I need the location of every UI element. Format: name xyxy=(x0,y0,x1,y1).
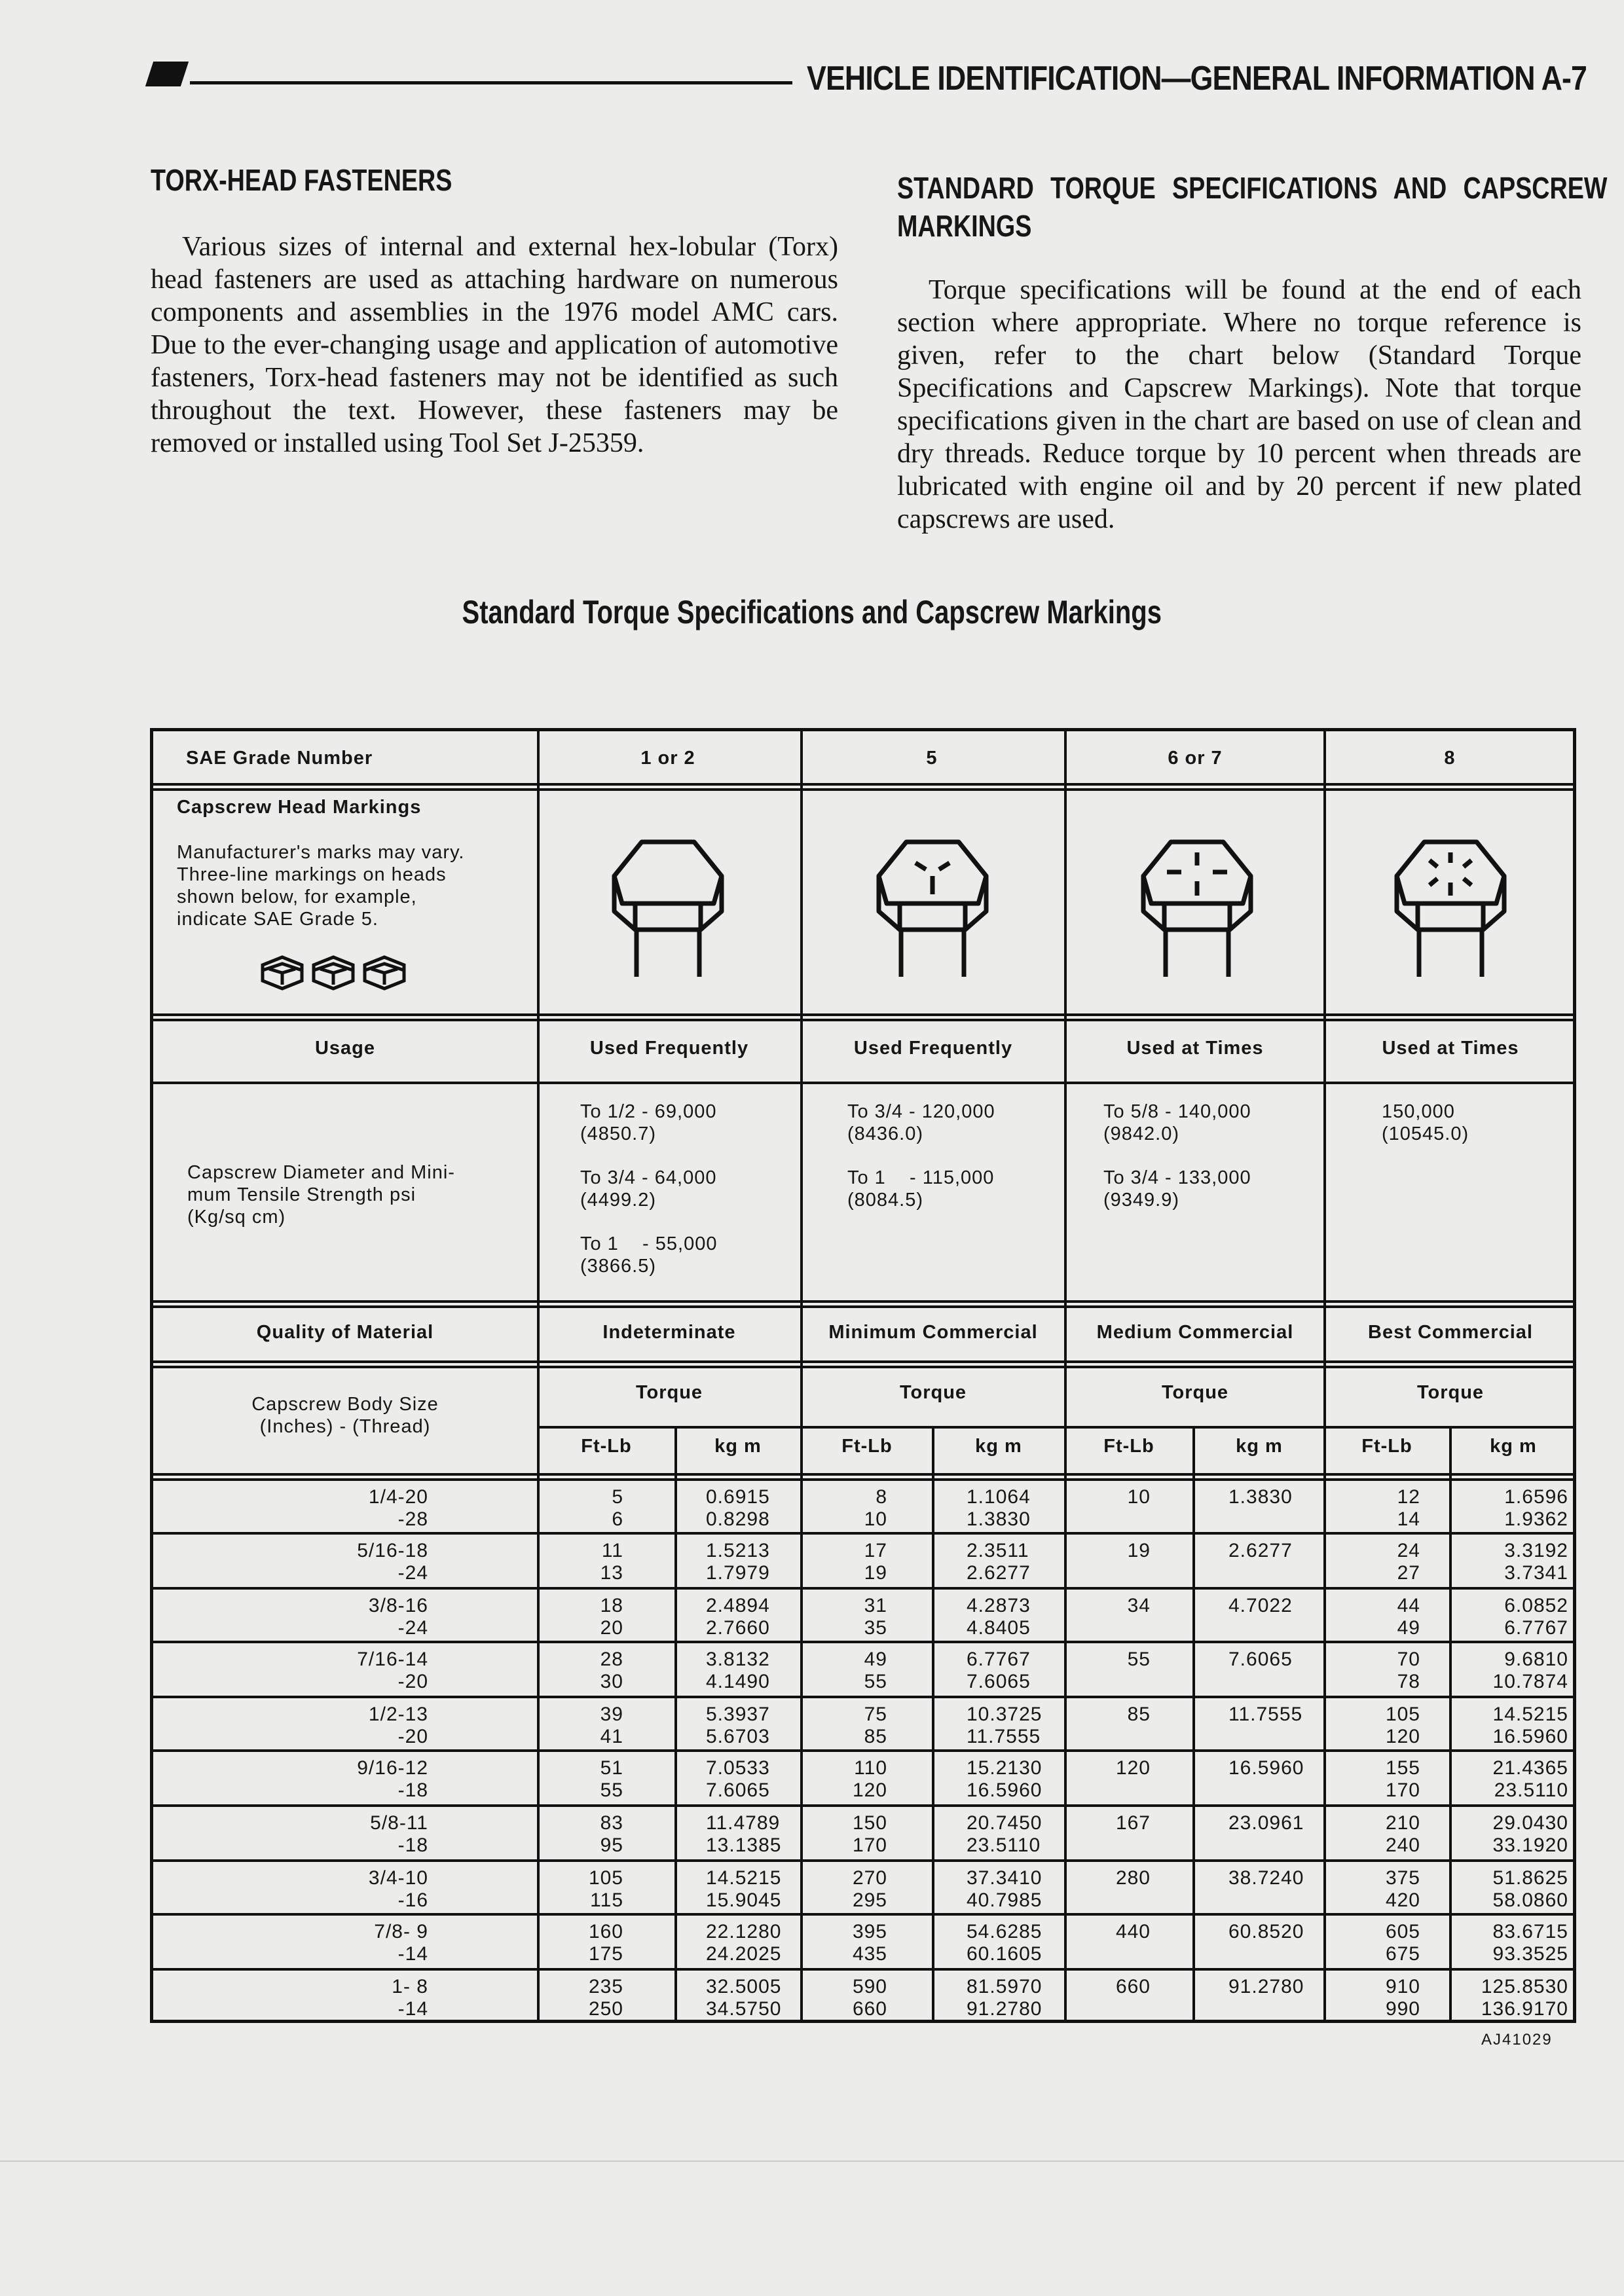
grade-8: 8 xyxy=(1444,748,1456,769)
g5-kgm: 7.6065 xyxy=(967,1671,1031,1692)
g1-ftlb: 39 xyxy=(600,1704,623,1725)
row-size: 1/2-13 xyxy=(368,1704,428,1725)
grid-hline xyxy=(150,1968,1576,1971)
grid-hline xyxy=(150,1478,1576,1481)
grid-hline xyxy=(150,1913,1576,1916)
usage-grade-1: Used Frequently xyxy=(589,1038,749,1059)
tensile-g8-a: 150,000 xyxy=(1382,1101,1455,1122)
g5-ftlb: 35 xyxy=(864,1617,887,1639)
g1-kgm: 13.1385 xyxy=(706,1834,782,1856)
g5-kgm: 2.3511 xyxy=(967,1540,1029,1561)
g6-ftlb: 167 xyxy=(1115,1812,1151,1834)
tensile-g6-b: To 3/4 - 133,000 xyxy=(1103,1167,1251,1188)
markings-note-3: shown below, for example, xyxy=(177,886,417,907)
quality-label: Quality of Material xyxy=(256,1322,434,1343)
g5-kgm: 15.2130 xyxy=(967,1757,1043,1779)
g5-ftlb: 31 xyxy=(864,1595,887,1616)
g1-kgm: 1.5213 xyxy=(706,1540,770,1561)
g8-ftlb: 14 xyxy=(1397,1508,1420,1530)
manual-logo-mark xyxy=(145,62,189,86)
g6-kgm: 1.3830 xyxy=(1228,1486,1293,1508)
tensile-g5-a-kg: (8436.0) xyxy=(847,1123,924,1144)
g1-ftlb: 55 xyxy=(600,1779,623,1801)
tensile-g5-b: To 1 - 115,000 xyxy=(847,1167,995,1188)
g8-ftlb: 910 xyxy=(1385,1976,1420,1997)
row-size: 3/4-10 xyxy=(368,1867,428,1889)
g6-ftlb: 10 xyxy=(1127,1486,1151,1508)
grade-8-head-icon xyxy=(1392,838,1509,982)
g6-ftlb: 19 xyxy=(1127,1540,1151,1561)
row-size: 7/16-14 xyxy=(357,1649,428,1670)
mini-head-icon-3 xyxy=(365,957,404,989)
g5-kgm: 1.3830 xyxy=(967,1508,1031,1530)
tensile-g1-c: To 1 - 55,000 xyxy=(580,1233,718,1254)
g1-kgm: 2.7660 xyxy=(706,1617,770,1639)
torque-label-g8: Torque xyxy=(1416,1382,1485,1403)
g5-ftlb: 660 xyxy=(852,1998,887,2020)
g8-kgm: 9.6810 xyxy=(1504,1649,1568,1670)
tensile-g5-b-kg: (8084.5) xyxy=(847,1190,924,1211)
g1-kgm: 7.6065 xyxy=(706,1779,770,1801)
grid-hline xyxy=(150,1360,1576,1363)
grade-6-7-head-icon xyxy=(1138,838,1256,982)
g5-ftlb: 170 xyxy=(852,1834,887,1856)
g8-ftlb: 420 xyxy=(1385,1889,1420,1911)
g1-ftlb: 175 xyxy=(588,1943,623,1965)
torque-label-g5: Torque xyxy=(899,1382,967,1403)
tensile-g6-b-kg: (9349.9) xyxy=(1103,1190,1180,1211)
row-size: 1- 8 xyxy=(392,1976,428,1997)
grade-1: 1 or 2 xyxy=(640,748,695,769)
row-size-alt: -20 xyxy=(397,1726,428,1747)
g8-ftlb: 990 xyxy=(1385,1998,1420,2020)
g8-ftlb: 120 xyxy=(1385,1726,1420,1747)
row-size-alt: -14 xyxy=(397,1943,428,1965)
tensile-g1-b: To 3/4 - 64,000 xyxy=(580,1167,717,1188)
g5-kgm: 23.5110 xyxy=(967,1834,1041,1856)
tensile-g1-b-kg: (4499.2) xyxy=(580,1190,657,1211)
g5-kgm: 1.1064 xyxy=(967,1486,1031,1508)
g6-ftlb: 280 xyxy=(1115,1867,1151,1889)
g5-ftlb: 270 xyxy=(852,1867,887,1889)
grid-hline xyxy=(150,783,1576,786)
grid-hline xyxy=(150,1532,1576,1535)
grade-5-head-icon xyxy=(874,838,991,982)
grid-hline xyxy=(150,1473,1576,1476)
g5-kgm: 20.7450 xyxy=(967,1812,1043,1834)
tensile-g1-a: To 1/2 - 69,000 xyxy=(580,1101,717,1122)
g1-ftlb: 6 xyxy=(612,1508,623,1530)
kgm-label-g6: kg m xyxy=(1236,1436,1283,1457)
g1-kgm: 0.8298 xyxy=(706,1508,770,1530)
row-size-alt: -18 xyxy=(397,1779,428,1801)
quality-grade-1: Indeterminate xyxy=(602,1322,736,1343)
g5-kgm: 91.2780 xyxy=(967,1998,1043,2020)
tensile-label-2: mum Tensile Strength psi xyxy=(187,1184,416,1205)
ftlb-label-g6: Ft-Lb xyxy=(1103,1436,1154,1457)
g1-kgm: 5.3937 xyxy=(706,1704,770,1725)
g5-kgm: 81.5970 xyxy=(967,1976,1043,1997)
g1-kgm: 1.7979 xyxy=(706,1562,770,1584)
g8-ftlb: 105 xyxy=(1385,1704,1420,1725)
g8-kgm: 3.3192 xyxy=(1504,1540,1568,1561)
grid-hline xyxy=(150,1082,1576,1084)
torque-label-g1: Torque xyxy=(635,1382,703,1403)
g8-kgm: 1.9362 xyxy=(1504,1508,1568,1530)
grid-vline xyxy=(674,1426,677,2023)
g6-kgm: 11.7555 xyxy=(1228,1704,1303,1725)
row-size-alt: -16 xyxy=(397,1889,428,1911)
g1-ftlb: 51 xyxy=(600,1757,623,1779)
kgm-label-g5: kg m xyxy=(975,1436,1022,1457)
g8-ftlb: 12 xyxy=(1397,1486,1420,1508)
tensile-g5-a: To 3/4 - 120,000 xyxy=(847,1101,995,1122)
standard-torque-paragraph: Torque specifications will be found at the end of each section where appropriate. Where no torque reference is given, refer to the chart below (Standard Torque Specifications and Capscrew Markings). Note that torque specifications given in the chart are based on use of clean and dry threads. Reduce torque by 10 percent when threads are lubricated with engine oil and by 20 percent if new plated capscrews are used. xyxy=(897,275,1581,534)
g5-ftlb: 110 xyxy=(854,1757,887,1779)
g5-kgm: 60.1605 xyxy=(967,1943,1043,1965)
g1-kgm: 4.1490 xyxy=(706,1671,770,1692)
row-size-alt: -24 xyxy=(397,1617,428,1639)
g8-ftlb: 70 xyxy=(1397,1649,1420,1670)
g1-kgm: 7.0533 xyxy=(706,1757,770,1779)
g6-kgm: 7.6065 xyxy=(1228,1649,1293,1670)
g8-kgm: 6.0852 xyxy=(1504,1595,1568,1616)
g5-ftlb: 10 xyxy=(864,1508,887,1530)
grid-hline xyxy=(150,1366,1576,1368)
grid-hline xyxy=(150,1587,1576,1590)
usage-grade-5: Used Frequently xyxy=(853,1038,1013,1059)
quality-grade-8: Best Commercial xyxy=(1368,1322,1533,1343)
g8-ftlb: 240 xyxy=(1385,1834,1420,1856)
tensile-g6-a-kg: (9842.0) xyxy=(1103,1123,1180,1144)
g1-ftlb: 95 xyxy=(600,1834,623,1856)
usage-label: Usage xyxy=(314,1038,376,1059)
kgm-label-g8: kg m xyxy=(1490,1436,1537,1457)
torx-paragraph: Various sizes of internal and external hex-lobular (Torx) head fasteners are used as attaching hardware on numerous components and assemblies in the 1976 model AMC cars. Due to the ever-changing usage and application of automotive fasteners, Torx-head fasteners may not be identified as such throughout the text. However, these fasteners may be removed or installed using Tool Set J-25359. xyxy=(151,232,838,458)
g8-kgm: 93.3525 xyxy=(1492,1943,1568,1965)
g8-ftlb: 375 xyxy=(1385,1867,1420,1889)
tensile-label-3: (Kg/sq cm) xyxy=(187,1207,286,1228)
grid-hline xyxy=(150,1013,1576,1016)
g5-ftlb: 295 xyxy=(852,1889,887,1911)
g6-kgm: 16.5960 xyxy=(1228,1757,1304,1779)
g6-ftlb: 120 xyxy=(1115,1757,1151,1779)
g5-kgm: 54.6285 xyxy=(967,1921,1043,1942)
tensile-g1-a-kg: (4850.7) xyxy=(580,1123,657,1144)
ftlb-label-g8: Ft-Lb xyxy=(1361,1436,1412,1457)
g8-kgm: 58.0860 xyxy=(1492,1889,1568,1911)
tensile-label-1: Capscrew Diameter and Mini- xyxy=(187,1162,455,1183)
g5-ftlb: 19 xyxy=(864,1562,887,1584)
grade-1-2-head-icon xyxy=(609,838,727,982)
g5-ftlb: 395 xyxy=(852,1921,887,1942)
row-size-alt: -24 xyxy=(397,1562,428,1584)
g1-kgm: 5.6703 xyxy=(706,1726,770,1747)
mini-head-icon-2 xyxy=(314,957,353,989)
g5-kgm: 10.3725 xyxy=(967,1704,1043,1725)
g8-ftlb: 24 xyxy=(1397,1540,1420,1561)
g8-kgm: 51.8625 xyxy=(1492,1867,1568,1889)
g1-kgm: 15.9045 xyxy=(706,1889,782,1911)
g6-ftlb: 440 xyxy=(1115,1921,1151,1942)
markings-note-4: indicate SAE Grade 5. xyxy=(177,909,378,930)
g8-ftlb: 27 xyxy=(1397,1562,1420,1584)
usage-grade-8: Used at Times xyxy=(1382,1038,1519,1059)
g1-ftlb: 5 xyxy=(612,1486,623,1508)
g8-kgm: 14.5215 xyxy=(1492,1704,1568,1725)
g1-kgm: 2.4894 xyxy=(706,1595,770,1616)
grid-hline xyxy=(150,1019,1576,1021)
g1-ftlb: 18 xyxy=(600,1595,623,1616)
g8-ftlb: 155 xyxy=(1385,1757,1420,1779)
g8-kgm: 29.0430 xyxy=(1492,1812,1568,1834)
g1-ftlb: 83 xyxy=(600,1812,623,1834)
g1-ftlb: 28 xyxy=(600,1649,623,1670)
quality-grade-5: Minimum Commercial xyxy=(828,1322,1038,1343)
g1-ftlb: 41 xyxy=(600,1726,623,1747)
ftlb-label-g1: Ft-Lb xyxy=(581,1436,632,1457)
grid-hline xyxy=(150,1300,1576,1303)
grid-hline xyxy=(150,1804,1576,1807)
g5-kgm: 4.2873 xyxy=(967,1595,1031,1616)
g5-ftlb: 49 xyxy=(864,1649,887,1670)
g6-ftlb: 85 xyxy=(1127,1704,1151,1725)
row-size-alt: -18 xyxy=(397,1834,428,1856)
g5-ftlb: 435 xyxy=(852,1943,887,1965)
g5-ftlb: 590 xyxy=(852,1976,887,1997)
g8-kgm: 33.1920 xyxy=(1492,1834,1568,1856)
grid-hline xyxy=(150,1749,1576,1752)
g1-kgm: 32.5005 xyxy=(706,1976,782,1997)
g8-kgm: 1.6596 xyxy=(1504,1486,1568,1508)
usage-grade-6: Used at Times xyxy=(1126,1038,1264,1059)
g1-ftlb: 105 xyxy=(588,1867,623,1889)
g8-ftlb: 44 xyxy=(1397,1595,1420,1616)
g5-ftlb: 8 xyxy=(876,1486,887,1508)
g8-kgm: 136.9170 xyxy=(1481,1998,1568,2020)
g1-ftlb: 115 xyxy=(590,1889,623,1911)
row-size: 5/16-18 xyxy=(357,1540,428,1561)
grid-hline xyxy=(150,1696,1576,1698)
page-header-title: VEHICLE IDENTIFICATION—GENERAL INFORMATION A-7 xyxy=(807,60,1587,98)
row-size-alt: -28 xyxy=(397,1508,428,1530)
g8-ftlb: 675 xyxy=(1385,1943,1420,1965)
row-size: 1/4-20 xyxy=(368,1486,428,1508)
g1-kgm: 3.8132 xyxy=(706,1649,770,1670)
grade-6: 6 or 7 xyxy=(1168,748,1223,769)
tensile-g6-a: To 5/8 - 140,000 xyxy=(1103,1101,1251,1122)
grade5-example-heads-icon xyxy=(257,951,415,996)
row-size: 5/8-11 xyxy=(370,1812,428,1834)
g8-ftlb: 210 xyxy=(1385,1812,1420,1834)
g6-kgm: 91.2780 xyxy=(1228,1976,1304,1997)
g6-kgm: 60.8520 xyxy=(1228,1921,1304,1942)
g1-ftlb: 20 xyxy=(600,1617,623,1639)
g8-ftlb: 170 xyxy=(1385,1779,1420,1801)
mini-head-icon-1 xyxy=(263,957,302,989)
markings-note-2: Three-line markings on heads xyxy=(177,864,447,885)
torx-heading: TORX-HEAD FASTENERS xyxy=(151,163,452,197)
g1-kgm: 22.1280 xyxy=(706,1921,782,1942)
g5-kgm: 2.6277 xyxy=(967,1562,1031,1584)
table-title-wrap xyxy=(0,593,1624,631)
g5-kgm: 4.8405 xyxy=(967,1617,1031,1639)
g1-kgm: 24.2025 xyxy=(706,1943,782,1965)
quality-grade-6: Medium Commercial xyxy=(1096,1322,1294,1343)
g5-kgm: 40.7985 xyxy=(967,1889,1043,1911)
g8-kgm: 83.6715 xyxy=(1492,1921,1568,1942)
tensile-g1-c-kg: (3866.5) xyxy=(580,1256,657,1277)
g8-kgm: 125.8530 xyxy=(1481,1976,1568,1997)
g6-kgm: 4.7022 xyxy=(1228,1595,1293,1616)
ftlb-label-g5: Ft-Lb xyxy=(841,1436,893,1457)
g8-kgm: 21.4365 xyxy=(1492,1757,1568,1779)
g5-kgm: 11.7555 xyxy=(967,1726,1041,1747)
g5-kgm: 6.7767 xyxy=(967,1649,1031,1670)
size-label-2: (Inches) - (Thread) xyxy=(259,1416,431,1437)
g1-ftlb: 13 xyxy=(600,1562,623,1584)
g8-ftlb: 605 xyxy=(1385,1921,1420,1942)
g6-kgm: 23.0961 xyxy=(1228,1812,1304,1834)
size-label-1: Capscrew Body Size xyxy=(251,1394,439,1415)
g5-ftlb: 55 xyxy=(864,1671,887,1692)
row-size-alt: -20 xyxy=(397,1671,428,1692)
g8-ftlb: 78 xyxy=(1397,1671,1420,1692)
g1-ftlb: 30 xyxy=(600,1671,623,1692)
g1-kgm: 34.5750 xyxy=(706,1998,782,2020)
grid-vline xyxy=(1192,1426,1195,2023)
g1-kgm: 11.4789 xyxy=(706,1812,781,1834)
grade-5: 5 xyxy=(926,748,938,769)
g6-kgm: 38.7240 xyxy=(1228,1867,1304,1889)
grid-hline xyxy=(538,1426,1576,1429)
grid-hline xyxy=(150,1641,1576,1643)
g5-ftlb: 75 xyxy=(864,1704,887,1725)
g8-kgm: 16.5960 xyxy=(1492,1726,1568,1747)
g1-ftlb: 160 xyxy=(588,1921,623,1942)
g1-kgm: 14.5215 xyxy=(706,1867,782,1889)
grid-vline xyxy=(932,1426,934,2023)
grid-hline xyxy=(150,1305,1576,1308)
grid-hline xyxy=(150,788,1576,791)
g5-ftlb: 17 xyxy=(864,1540,887,1561)
g8-kgm: 23.5110 xyxy=(1494,1779,1568,1801)
g1-ftlb: 250 xyxy=(588,1998,623,2020)
torque-label-g6: Torque xyxy=(1161,1382,1229,1403)
g1-kgm: 0.6915 xyxy=(706,1486,770,1508)
markings-note-1: Manufacturer's marks may vary. xyxy=(177,842,465,863)
header-rule xyxy=(190,81,792,84)
g8-kgm: 6.7767 xyxy=(1504,1617,1568,1639)
row-size: 7/8- 9 xyxy=(374,1921,428,1942)
g1-ftlb: 235 xyxy=(588,1976,623,1997)
table-title: Standard Torque Specifications and Capscrew Markings xyxy=(462,594,1162,630)
g6-ftlb: 55 xyxy=(1127,1649,1151,1670)
grade-label: SAE Grade Number xyxy=(186,748,373,769)
g6-kgm: 2.6277 xyxy=(1228,1540,1293,1561)
g5-ftlb: 150 xyxy=(852,1812,887,1834)
g5-ftlb: 85 xyxy=(864,1726,887,1747)
figure-code: AJ41029 xyxy=(1481,2031,1553,2049)
row-size-alt: -14 xyxy=(397,1998,428,2020)
tensile-g8-a-kg: (10545.0) xyxy=(1382,1123,1469,1144)
kgm-label-g1: kg m xyxy=(714,1436,762,1457)
row-size: 3/8-16 xyxy=(368,1595,428,1616)
g5-ftlb: 120 xyxy=(852,1779,887,1801)
g1-ftlb: 11 xyxy=(601,1540,623,1561)
g8-ftlb: 49 xyxy=(1397,1617,1420,1639)
grid-hline xyxy=(150,1859,1576,1862)
row-size: 9/16-12 xyxy=(357,1757,428,1779)
g6-ftlb: 34 xyxy=(1127,1595,1151,1616)
g6-ftlb: 660 xyxy=(1115,1976,1151,1997)
standard-torque-heading: STANDARD TORQUE SPECIFICATIONS AND CAPSCREW MARKINGS xyxy=(897,171,1608,243)
g8-kgm: 3.7341 xyxy=(1504,1562,1568,1584)
markings-label: Capscrew Head Markings xyxy=(177,797,422,818)
page-bottom-edge xyxy=(0,2160,1624,2162)
g8-kgm: 10.7874 xyxy=(1492,1671,1568,1692)
g5-kgm: 37.3410 xyxy=(967,1867,1043,1889)
g5-kgm: 16.5960 xyxy=(967,1779,1043,1801)
